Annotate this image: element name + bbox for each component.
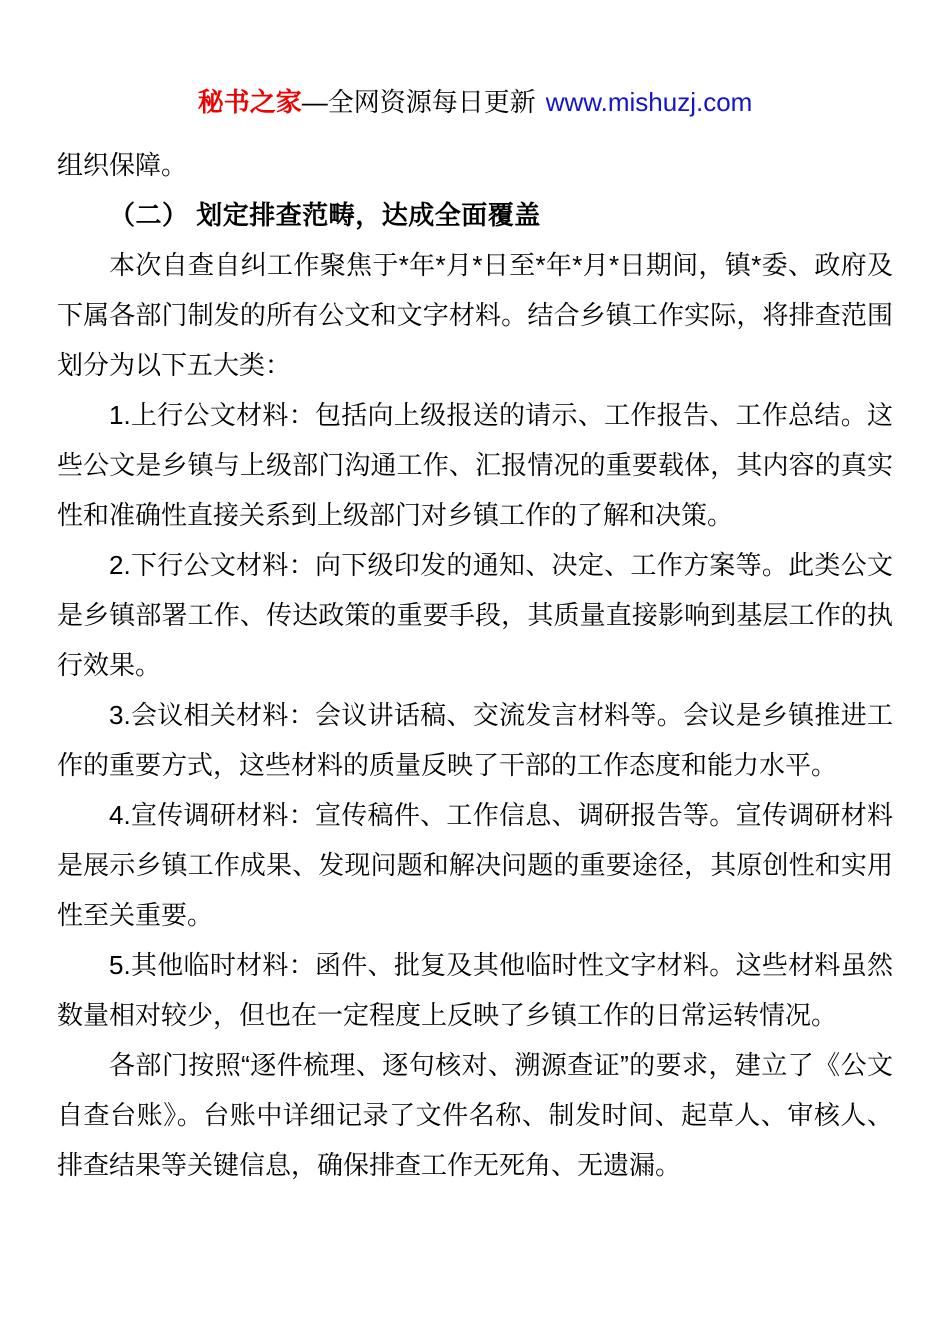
paragraph-item-2: 2.下行公文材料：向下级印发的通知、决定、工作方案等。此类公文是乡镇部署工作、传达政策的重要手段，其质量直接影响到基层工作的执行效果。 — [57, 550, 893, 680]
paragraph-ledger: 各部门按照“逐件梳理、逐句核对、溯源查证”的要求，建立了《公文自查台账》。台账中详细记录了文件名称、制发时间、起草人、审核人、排查结果等关键信息，确保排查工作无死角、无遗漏。 — [57, 1050, 893, 1180]
site-tagline: —全网资源每日更新 — [301, 87, 536, 117]
paragraph-item-1: 1.上行公文材料：包括向上级报送的请示、工作报告、工作总结。这些公文是乡镇与上级部门沟通工作、汇报情况的重要载体，其内容的真实性和准确性直接关系到上级部门对乡镇工作的了解和决策。 — [57, 400, 893, 530]
paragraph-item-3: 3.会议相关材料：会议讲话稿、交流发言材料等。会议是乡镇推进工作的重要方式，这些材料的质量反映了干部的工作态度和能力水平。 — [57, 700, 893, 780]
site-brand: 秘书之家 — [197, 87, 302, 117]
section-heading: （二） 划定排查范畴，达成全面覆盖 — [109, 200, 541, 230]
page-header — [0, 84, 950, 120]
paragraph-item-5: 5.其他临时材料：函件、批复及其他临时性文字材料。这些材料虽然数量相对较少，但也在一定程度上反映了乡镇工作的日常运转情况。 — [57, 950, 893, 1030]
paragraph-continuation: 组织保障。 — [57, 150, 188, 180]
site-url-link[interactable]: www.mishuzj.com — [545, 87, 753, 117]
paragraph-item-4: 4.宣传调研材料：宣传稿件、工作信息、调研报告等。宣传调研材料是展示乡镇工作成果、发现问题和解决问题的重要途径，其原创性和实用性至关重要。 — [57, 800, 893, 930]
document-body — [0, 140, 950, 1190]
paragraph-intro: 本次自查自纠工作聚焦于*年*月*日至*年*月*日期间，镇*委、政府及下属各部门制发的所有公文和文字材料。结合乡镇工作实际，将排查范围划分为以下五大类： — [57, 250, 893, 380]
